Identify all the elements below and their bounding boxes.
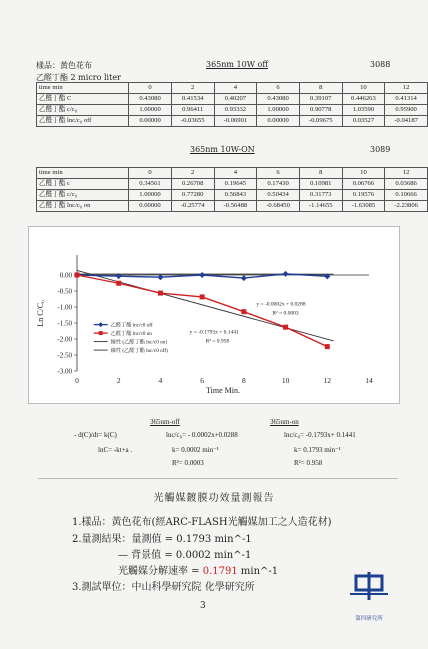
table-cell: 0.19645: [214, 179, 257, 190]
table-cell: 0.43080: [129, 94, 172, 105]
report-measured-line: 2.量測結果：量測值 = 0.1793 min^-1: [72, 534, 252, 545]
trendline-equation: y = -0.1793x + 0.1441: [189, 329, 239, 336]
table2-code: 3089: [370, 145, 391, 154]
table-cell: -0.25774: [171, 201, 214, 212]
table-cell: -1.63085: [342, 201, 385, 212]
table-cell: 0.10981: [299, 179, 342, 190]
table-cell: -1.14655: [299, 201, 342, 212]
table-header-cell: 10: [342, 83, 385, 94]
table-cell: 0.93332: [214, 105, 257, 116]
report-title: 光觸媒鍍膜功效量測報告: [153, 493, 275, 504]
institute-logo-icon: [346, 572, 392, 610]
table-row: [37, 105, 428, 116]
logo-text: 第四研究所: [355, 616, 383, 622]
off-k: k= 0.0002 min⁻¹: [172, 446, 219, 454]
table-header-cell: 0: [129, 168, 172, 179]
trendline-r2: R² = 0.0003: [272, 310, 299, 317]
x-tick-label: 14: [365, 376, 373, 385]
data-point: [116, 281, 121, 286]
trendline-equation: y = -0.0002x + 0.0288: [256, 301, 306, 308]
page-number: 3: [200, 601, 206, 611]
table-cell: 0.17430: [257, 179, 300, 190]
table-cell: 0.39107: [299, 94, 342, 105]
table-cell: 0.34561: [129, 179, 172, 190]
table-cell: 1.00000: [257, 105, 300, 116]
x-tick-label: 2: [116, 376, 121, 385]
table-cell: -0.68450: [257, 201, 300, 212]
report-sample-line: 1.樣品：黃色花布(經ARC-FLASH光觸媒加工之人造花材): [72, 517, 332, 528]
x-tick-label: 0: [75, 376, 79, 385]
x-tick-label: 10: [281, 376, 290, 385]
off-r2: R²= 0.0003: [172, 459, 204, 467]
row-label: 乙醛丁酯 c: [37, 179, 129, 190]
table-row: [37, 116, 428, 127]
table-header-cell: 4: [214, 168, 257, 179]
table-header-cell: time min: [37, 83, 129, 94]
table-row: [37, 201, 428, 212]
chart-legend: [94, 321, 168, 355]
table-header-cell: 6: [257, 168, 300, 179]
data-point: [241, 275, 247, 281]
data-point: [325, 344, 330, 349]
table-row: [37, 190, 428, 201]
row-label: 乙醛丁酯 c/c₀: [37, 190, 129, 201]
kinetics-chart: [29, 227, 399, 403]
table-cell: 0.06766: [342, 179, 385, 190]
on-k: k= 0.1793 min⁻¹: [294, 446, 341, 454]
on-equation: lnc/c₀= -0.1793x+ 0.1441: [284, 431, 356, 439]
table-cell: -0.56488: [214, 201, 257, 212]
institute-logo: [346, 572, 392, 622]
table-cell: 0.31773: [299, 190, 342, 201]
legend-label: 乙醛丁酯 lnc/c0 off: [110, 322, 153, 329]
x-axis-label: Time Min.: [206, 386, 240, 395]
table-header-cell: time min: [37, 168, 129, 179]
table-cell: 0.00000: [129, 201, 172, 212]
table-cell: 1.00000: [129, 190, 172, 201]
data-point: [158, 291, 163, 296]
table-cell: -0.03655: [171, 116, 214, 127]
row-label: 乙醛丁酯 C: [37, 94, 129, 105]
y-tick-label: -3.00: [57, 367, 72, 376]
ln-equation: lnC= -kt+a .: [98, 446, 133, 454]
table-cell: 1.03590: [342, 105, 385, 116]
solvent-label: 乙醛丁酯 2 micro liter: [36, 73, 121, 82]
row-label: 乙醛丁酯 lnc/c₀ off: [37, 116, 129, 127]
table-cell: 0.50434: [257, 190, 300, 201]
report-lab-line: 3.測試單位：中山科學研究院 化學研究所: [72, 582, 255, 593]
rate-label: 光觸媒分解速率 =: [118, 566, 203, 577]
chart-annotations: [190, 301, 306, 344]
table-row: [37, 179, 428, 190]
table-cell: 0.19576: [342, 190, 385, 201]
data-point: [200, 294, 205, 299]
table-cell: 0.41314: [385, 94, 428, 105]
table-cell: 0.56843: [214, 190, 257, 201]
table-header-cell: 4: [214, 83, 257, 94]
table-cell: 0.00000: [257, 116, 300, 127]
report-background-line: — 背景值 = 0.0002 min^-1: [118, 550, 252, 561]
y-tick-label: -0.50: [57, 287, 72, 296]
table-header-cell: 10: [342, 168, 385, 179]
legend-label: 線性 (乙醛丁酯 lnc/c0 off): [110, 348, 168, 355]
table-cell: 0.77280: [171, 190, 214, 201]
table-cell: 0.00000: [129, 116, 172, 127]
table-cell: -2.23806: [385, 201, 428, 212]
data-point: [283, 271, 289, 277]
table1-header-row: [37, 83, 428, 94]
table-cell: 0.43080: [257, 94, 300, 105]
table-cell: 0.95900: [385, 105, 428, 116]
table-cell: 0.26708: [171, 179, 214, 190]
data-point: [199, 272, 205, 278]
table-header-cell: 2: [171, 83, 214, 94]
rate-equation: - d(C)/dt= k(C): [74, 431, 117, 439]
rate-unit: min^-1: [237, 566, 279, 577]
table-cell: 0.90778: [299, 105, 342, 116]
table-header-cell: 8: [299, 168, 342, 179]
table-cell: -0.09675: [299, 116, 342, 127]
table-cell: 0.03686: [385, 179, 428, 190]
table-cell: 0.03527: [342, 116, 385, 127]
table-header-cell: 12: [385, 168, 428, 179]
table-cell: 1.00000: [129, 105, 172, 116]
rate-value: 0.1791: [202, 566, 238, 577]
y-tick-label: -1.00: [57, 303, 72, 312]
table1-code: 3088: [370, 60, 391, 69]
table1: [36, 82, 428, 127]
legend-marker: [99, 331, 103, 335]
section-divider: [38, 478, 398, 479]
legend-label: 線性 (乙醛丁酯 lnc/c0 on): [110, 339, 168, 346]
legend-marker: [98, 322, 103, 327]
y-tick-label: -2.50: [57, 351, 72, 360]
on-r2: R²= 0.958: [294, 459, 323, 467]
data-point: [75, 273, 80, 278]
x-tick-label: 12: [323, 376, 332, 385]
data-point: [241, 309, 246, 314]
table1-title: 365nm 10W off: [206, 60, 268, 69]
table2: [36, 167, 428, 212]
y-tick-label: -1.50: [57, 319, 72, 328]
x-tick-label: 4: [158, 376, 163, 385]
on-title: 365nm-on: [270, 418, 299, 426]
table2-title: 365nm 10W-ON: [190, 145, 255, 154]
report-rate-line: [118, 562, 278, 577]
table-header-cell: 0: [129, 83, 172, 94]
table2-header-row: [37, 168, 428, 179]
x-tick-label: 6: [200, 376, 205, 385]
y-axis-label: Ln C/C₀: [36, 300, 45, 327]
row-label: 乙醛丁酯 lnc/c₀ on: [37, 201, 129, 212]
table-cell: 0.96411: [171, 105, 214, 116]
table-cell: 0.10666: [385, 190, 428, 201]
off-title: 365nm-off: [150, 418, 180, 426]
table-header-cell: 8: [299, 83, 342, 94]
y-tick-label: 0.00: [59, 271, 72, 280]
table-cell: 0.41534: [171, 94, 214, 105]
row-label: 乙醛丁酯 c/c₀: [37, 105, 129, 116]
table-cell: -0.06901: [214, 116, 257, 127]
chart-panel: [28, 226, 400, 404]
off-equation: lnc/c₀= - 0.0002x+0.0288: [166, 431, 238, 439]
y-tick-label: -2.00: [57, 335, 72, 344]
table-header-cell: 2: [171, 168, 214, 179]
table-header-cell: 12: [385, 83, 428, 94]
table-header-cell: 6: [257, 83, 300, 94]
table-row: [37, 94, 428, 105]
table-cell: -0.04187: [385, 116, 428, 127]
x-tick-label: 8: [241, 376, 246, 385]
table-cell: 0.446263: [342, 94, 385, 105]
sample-label: 樣品：黃色花布: [36, 61, 92, 70]
trendline-r2: R² = 0.958: [205, 338, 230, 345]
data-point: [283, 325, 288, 330]
table-cell: 0.40207: [214, 94, 257, 105]
legend-label: 乙醛丁酯 lnc/c0 on: [110, 331, 152, 338]
